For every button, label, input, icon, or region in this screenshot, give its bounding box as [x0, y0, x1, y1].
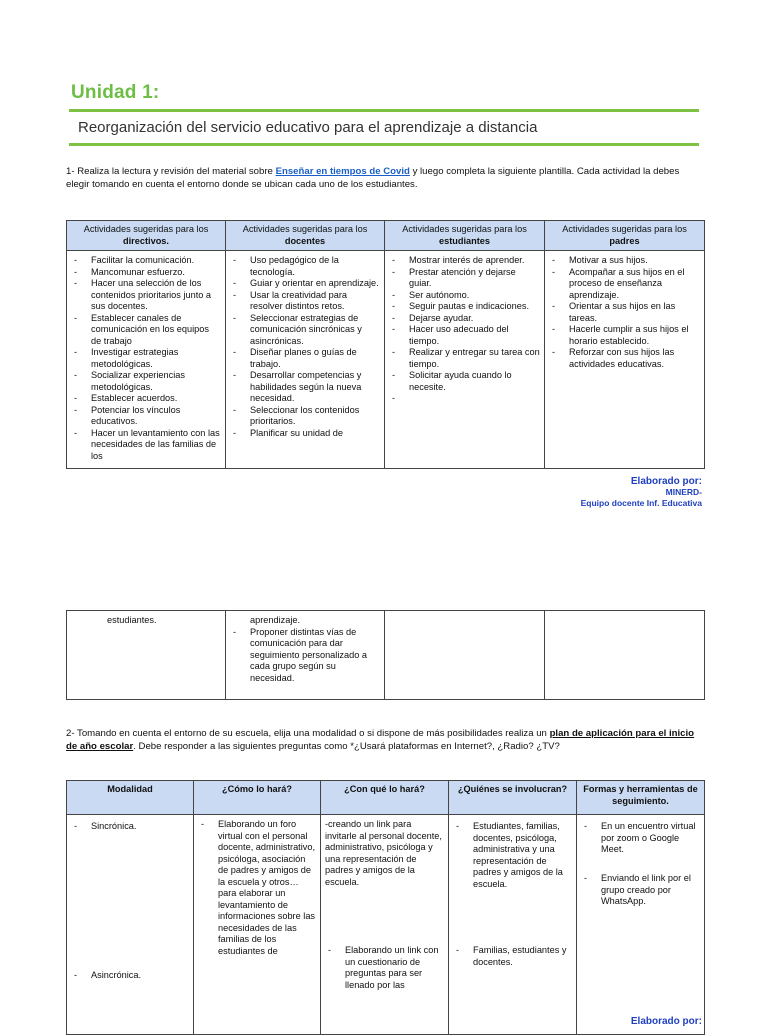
plan-header-row	[67, 781, 705, 815]
list-item: - Potenciar los vínculos educativos.	[91, 405, 221, 428]
directivos-cont-cell: estudiantes.	[67, 611, 226, 700]
list-item: - Facilitar la comunicación.	[91, 255, 221, 267]
unit-title: Unidad 1:	[71, 82, 160, 103]
list-item: - Solicitar ayuda cuando lo necesite.	[409, 370, 540, 393]
directivos-cell	[67, 251, 226, 469]
instruction-1-post: y luego completa la siguiente plantilla. Cada actividad la debes elegir tomando en cuenta el entorno donde se ubican cada uno de los estudiantes.	[66, 166, 680, 190]
list-item: - Reforzar con sus hijos las actividades educativas.	[569, 347, 700, 370]
credit-label: Elaborado por:	[630, 476, 702, 487]
header-directivos: Actividades sugeridas para los directivos.	[67, 221, 226, 251]
list-item: - Diseñar planes o guías de trabajo.	[250, 347, 380, 370]
plan-aplicacion-text: plan de aplicación para el inicio de año escolar	[66, 728, 695, 752]
list-item: - Ser autónomo.	[409, 290, 540, 302]
list-item: - Motivar a sus hijos.	[569, 255, 700, 267]
list-item: - Establecer acuerdos.	[91, 393, 221, 405]
list-item: - Seleccionar los contenidos prioritarios.	[250, 405, 380, 428]
formas-cell	[577, 815, 705, 1035]
modalidad-sincronica: - Sincrónica.	[91, 821, 136, 833]
instruction-1-pre: 1- Realiza la lectura y revisión del material sobre	[66, 166, 276, 177]
formas-item: - Enviando el link por el grupo creado por WhatsApp.	[601, 873, 700, 908]
header-estudiantes: Actividades sugeridas para los estudiantes	[385, 221, 545, 251]
credit-block-2	[631, 1016, 702, 1027]
list-item: - Prestar atención y dejarse guiar.	[409, 267, 540, 290]
list-item: - Usar la creatividad para resolver distintos retos.	[250, 290, 380, 313]
instruction-1	[66, 165, 704, 191]
list-item: - Dejarse ayudar.	[409, 313, 540, 325]
list-item: - Elaborando un foro virtual con el personal docente, administrativo, psicóloga, asociación de padres y amigos de la escuela y otros… para elaborar un levantamiento de informaciones sobre las necesidades de las familias de los estudiantes de	[218, 819, 316, 957]
estudiantes-cont-cell	[385, 611, 545, 700]
header-docentes: Actividades sugeridas para los docentes	[226, 221, 385, 251]
list-item: - Hacerle cumplir a sus hijos el horario establecido.	[569, 324, 700, 347]
modalidad-asincronica: - Asincrónica.	[91, 970, 141, 982]
con-que-text: -creando un link para invitarle al personal docente, administrativo, psicóloga y una representación de padres y amigos de la escuela.	[325, 819, 442, 887]
credit-block-1	[581, 476, 702, 509]
formas-item: - En un encuentro virtual por zoom o Google Meet.	[601, 821, 700, 856]
unit-subtitle: Reorganización del servicio educativo para el aprendizaje a distancia	[78, 119, 538, 136]
activities-body-row	[67, 251, 705, 469]
header-formas: Formas y herramientas de seguimiento.	[577, 781, 705, 815]
header-padres: Actividades sugeridas para los padres	[545, 221, 705, 251]
credit-label-2: Elaborado por:	[630, 1016, 702, 1027]
con-que-cell	[321, 815, 449, 1035]
list-item: - Establecer canales de comunicación en los equipos de trabajo	[91, 313, 221, 348]
padres-cont-cell	[545, 611, 705, 700]
list-item: - Hacer un levantamiento con las necesidades de las familias de los	[91, 428, 221, 463]
list-item: - Socializar experiencias metodológicas.	[91, 370, 221, 393]
header-modalidad: Modalidad	[67, 781, 194, 815]
list-item: - Seleccionar estrategias de comunicación sincrónicas y asincrónicas.	[250, 313, 380, 348]
list-item: - Planificar su unidad de	[250, 428, 380, 440]
list-item: - Elaborando un link con un cuestionario de preguntas para ser llenado por las	[345, 945, 444, 991]
docentes-cont-cell: aprendizaje. - Proponer distintas vías de comunicación para dar seguimiento personalizado a cada grupo según su necesidad.	[226, 611, 385, 700]
credit-line-2: Equipo docente Inf. Educativa	[580, 498, 702, 508]
covid-material-link[interactable]: Enseñar en tiempos de Covid	[275, 166, 410, 177]
activities-continued-row	[67, 611, 705, 700]
list-item: - Uso pedagógico de la tecnología.	[250, 255, 380, 278]
plan-table	[66, 780, 705, 1035]
quienes-item: - Estudiantes, familias, docentes, psicóloga, administrativa y una representación de padres y amigos de la escuela.	[473, 821, 572, 890]
quienes-item: - Familias, estudiantes y docentes.	[473, 945, 572, 968]
header-quienes: ¿Quiénes se involucran?	[449, 781, 577, 815]
header-con-que: ¿Con qué lo hará?	[321, 781, 449, 815]
plan-body-row	[67, 815, 705, 1035]
subtitle-rule	[69, 143, 699, 146]
list-item: - Realizar y entregar su tarea con tiempo.	[409, 347, 540, 370]
list-item: - Guiar y orientar en aprendizaje.	[250, 278, 380, 290]
instruction-2: 2- Tomando en cuenta el entorno de su escuela, elija una modalidad o si dispone de más posibilidades realiza un plan de aplicación para el inicio de año escolar. Debe responder a las siguientes preguntas como *¿Usará plataformas en Internet?, ¿Radio? ¿TV?	[66, 728, 695, 752]
quienes-cell	[449, 815, 577, 1035]
docentes-cell	[226, 251, 385, 469]
activities-header-row	[67, 221, 705, 251]
list-item: - Orientar a sus hijos en las tareas.	[569, 301, 700, 324]
list-item: - Mostrar interés de aprender.	[409, 255, 540, 267]
list-item: - Seguir pautas e indicaciones.	[409, 301, 540, 313]
list-item: - Acompañar a sus hijos en el proceso de enseñanza aprendizaje.	[569, 267, 700, 302]
credit-line-1: MINERD-	[665, 487, 702, 497]
list-item: - Proponer distintas vías de comunicación para dar seguimiento personalizado a cada grupo según su necesidad.	[250, 627, 380, 685]
header-como: ¿Cómo lo hará?	[194, 781, 321, 815]
modalidad-cell	[67, 815, 194, 1035]
list-item: - Mancomunar esfuerzo.	[91, 267, 221, 279]
activities-table	[66, 220, 705, 469]
list-item: - Hacer uso adecuado del tiempo.	[409, 324, 540, 347]
list-item	[409, 393, 540, 405]
list-item: - Investigar estrategias metodológicas.	[91, 347, 221, 370]
title-rule	[69, 109, 699, 112]
activities-table-continued	[66, 610, 705, 700]
estudiantes-cell	[385, 251, 545, 469]
list-item: - Hacer una selección de los contenidos prioritarios junto a sus docentes.	[91, 278, 221, 313]
list-item: - Desarrollar competencias y habilidades según la nueva necesidad.	[250, 370, 380, 405]
padres-cell	[545, 251, 705, 469]
como-cell	[194, 815, 321, 1035]
